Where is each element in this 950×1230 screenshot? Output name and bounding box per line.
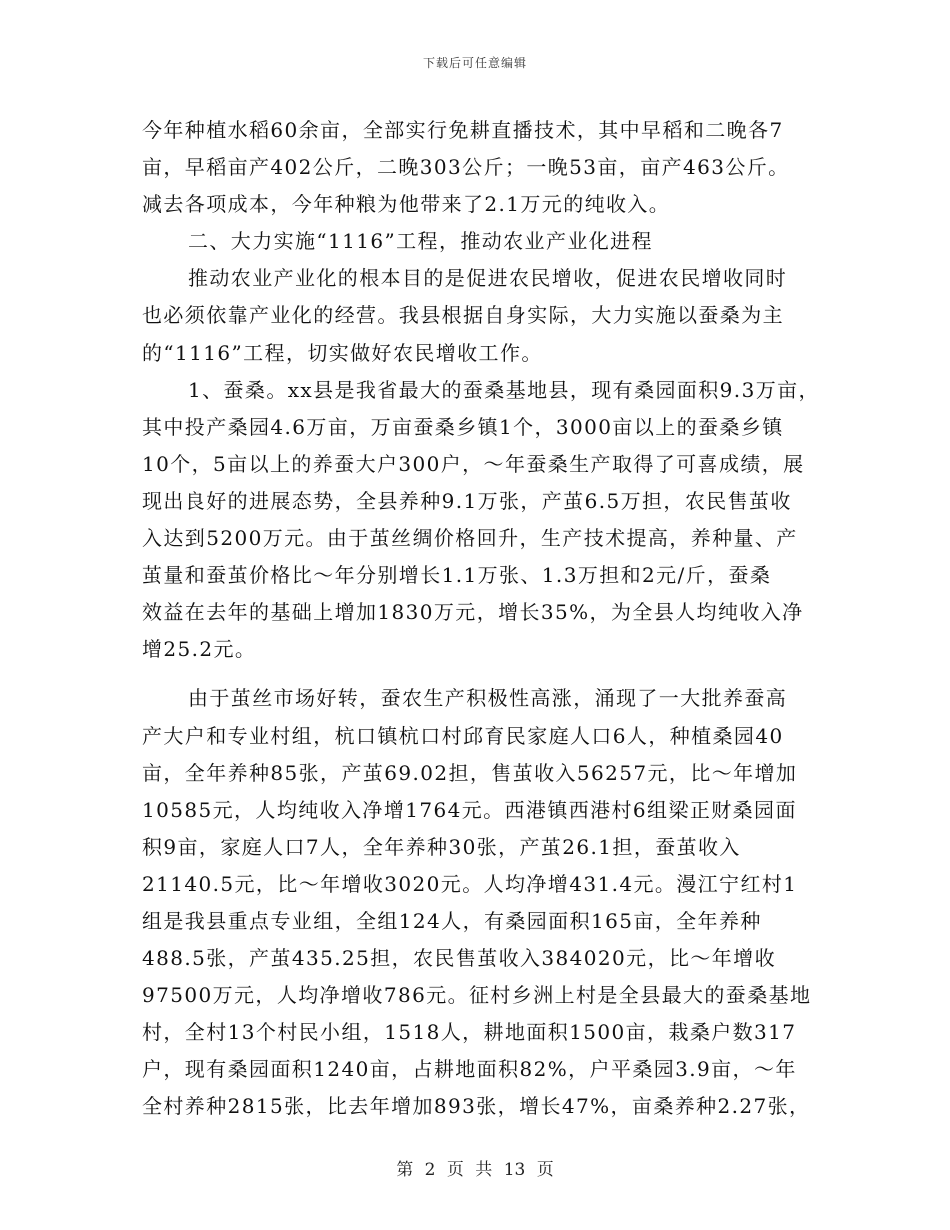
- text-line: 今年种植水稻60余亩，全部实行免耕直播技术，其中早稻和二晚各7: [142, 118, 784, 142]
- text-line: 推动农业产业化的根本目的是促进农民增收，促进农民增收同时: [188, 266, 788, 291]
- text-line: 效益在去年的基础上增加1830万元，增长35%，为全县人均纯收入净: [142, 600, 804, 625]
- text-line: 其中投产桑园4.6万亩，万亩蚕桑乡镇1个，3000亩以上的蚕桑乡镇: [142, 414, 784, 439]
- text-line: 组是我县重点专业组，全组124人，有桑园面积165亩，全年养种: [142, 908, 762, 933]
- text-line: 产大户和专业村组，杭口镇杭口村邱育民家庭人口6人，种植桑园40: [142, 723, 784, 748]
- text-line: 减去各项成本，今年种粮为他带来了2.1万元的纯收入。: [142, 192, 671, 217]
- text-line: 现出良好的进展态势，全县养种9.1万张，产茧6.5万担，农民售茧收: [142, 488, 792, 513]
- text-line: 积9亩，家庭人口7人，全年养种30张，产茧26.1担，蚕茧收入: [142, 834, 741, 859]
- text-line: 21140.5元，比～年增收3020元。人均净增431.4元。漫江宁红村1: [142, 871, 798, 896]
- text-line: 的“1116”工程，切实做好农民增收工作。: [142, 340, 543, 365]
- text-line: 户，现有桑园面积1240亩，占耕地面积82%，户平桑园3.9亩，～年: [142, 1057, 797, 1082]
- page-header: 下载后可任意编辑: [422, 56, 527, 70]
- text-line: 亩，早稻亩产402公斤，二晚303公斤；一晚53亩，亩产463公斤。: [142, 155, 790, 180]
- text-line: 10585元，人均纯收入净增1764元。西港镇西港村6组梁正财桑园面: [142, 797, 797, 822]
- text-line: 亩，全年养种85张，产茧69.02担，售茧收入56257元，比～年增加: [142, 760, 798, 785]
- text-line: 增25.2元。: [142, 637, 257, 662]
- text-line: 由于茧丝市场好转，蚕农生产积极性高涨，涌现了一大批养蚕高: [188, 686, 788, 711]
- text-line: 入达到5200万元。由于茧丝绸价格回升，生产技术提高，养种量、产: [142, 526, 798, 551]
- page-number-footer: 第 2 页 共 13 页: [396, 1160, 554, 1180]
- text-line: 全村养种2815张，比去年增加893张，增长47%，亩桑养种2.27张，: [142, 1094, 811, 1119]
- text-line: 1、蚕桑。xx县是我省最大的蚕桑基地县，现有桑园面积9.3万亩，: [188, 377, 820, 402]
- paragraph-gap: [142, 668, 814, 680]
- text-line: 10个，5亩以上的养蚕大户300户，～年蚕桑生产取得了可喜成绩，展: [142, 451, 805, 476]
- document-body: [142, 112, 820, 1126]
- text-line: 488.5张，产茧435.25担，农民售茧收入384020元，比～年增收: [142, 946, 776, 971]
- text-line: 也必须依靠产业化的经营。我县根据自身实际，大力实施以蚕桑为主: [142, 303, 784, 328]
- text-line: 二、大力实施“1116”工程，推动农业产业化进程: [188, 229, 653, 254]
- text-line: 茧量和蚕茧价格比～年分别增长1.1万张、1.3万担和2元/斤，蚕桑: [142, 563, 772, 588]
- text-line: 村，全村13个村民小组，1518人，耕地面积1500亩，栽桑户数317: [142, 1020, 797, 1045]
- text-line: 97500万元，人均净增收786元。征村乡洲上村是全县最大的蚕桑基地: [142, 983, 812, 1008]
